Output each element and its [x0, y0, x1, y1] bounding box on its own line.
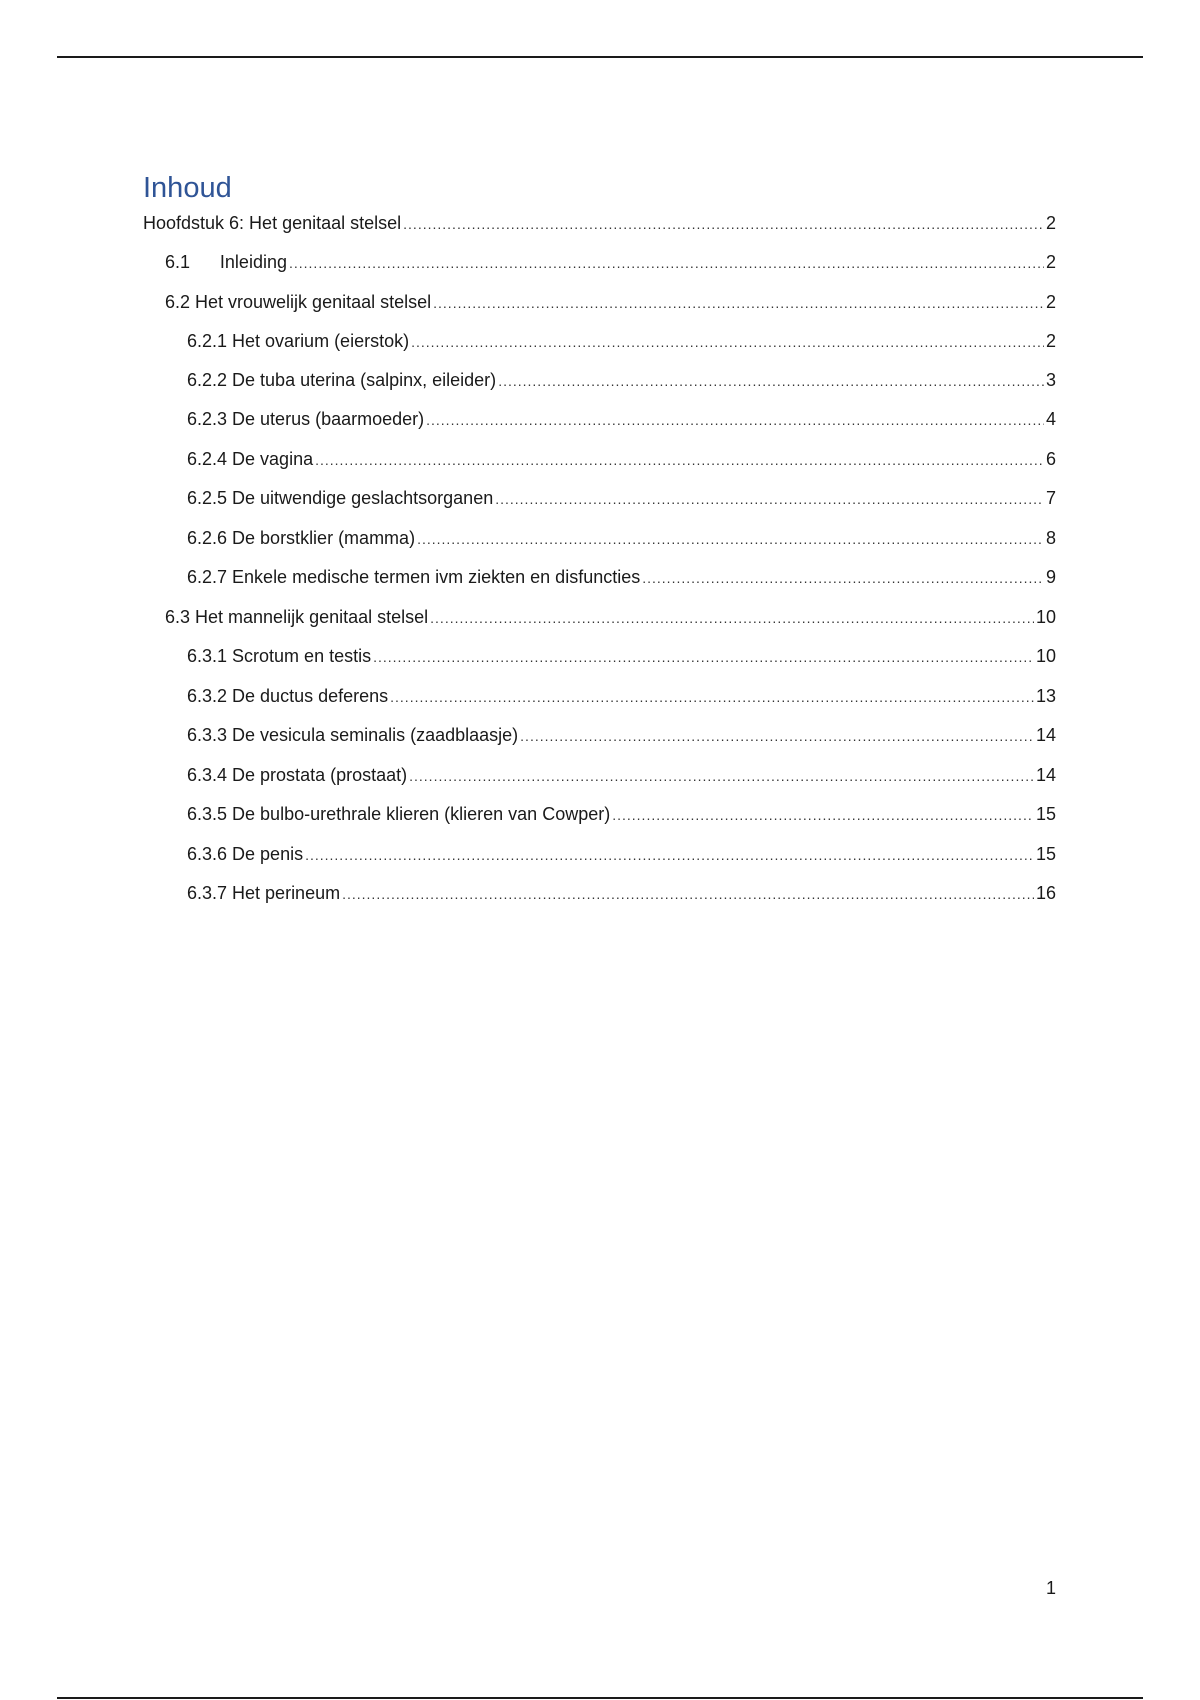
toc-entry-page: 15 [1035, 804, 1056, 824]
toc-entry[interactable] [187, 445, 1056, 473]
toc-entry-page: 2 [1045, 331, 1056, 351]
toc-entry-title: 6.2.3 De uterus (baarmoeder) [187, 409, 425, 429]
toc-entry-title: 6.3.3 De vesicula seminalis (zaadblaasje) [187, 725, 519, 745]
toc-entry-title: 6.2 Het vrouwelijk genitaal stelsel [165, 292, 432, 312]
toc-entry-page: 15 [1035, 844, 1056, 864]
toc-entry[interactable] [187, 524, 1056, 552]
toc-entry[interactable] [187, 840, 1056, 868]
toc-entry[interactable] [187, 879, 1056, 907]
toc-entry[interactable] [187, 721, 1056, 749]
toc-dot-leader [498, 367, 1044, 395]
toc-entry[interactable] [187, 761, 1056, 789]
toc-entry[interactable] [187, 366, 1056, 394]
toc-entry[interactable] [187, 484, 1056, 512]
toc-entry-title: 6.3.5 De bulbo-urethrale klieren (klieren van Cowper) [187, 804, 611, 824]
toc-entry-title: 6.3.2 De ductus deferens [187, 686, 389, 706]
toc-entry-page: 10 [1035, 646, 1056, 666]
toc-entry-page: 6 [1045, 449, 1056, 469]
toc-dot-leader [411, 328, 1044, 356]
toc-heading: Inhoud [143, 172, 232, 204]
toc-entry[interactable] [187, 642, 1056, 670]
toc-dot-leader [612, 801, 1034, 829]
toc-entry-title: 6.3 Het mannelijk genitaal stelsel [165, 607, 429, 627]
toc-entry-title: Hoofdstuk 6: Het genitaal stelsel [143, 213, 402, 233]
toc-dot-leader [289, 249, 1044, 277]
toc-dot-leader [520, 722, 1034, 750]
toc-entry-page: 16 [1035, 883, 1056, 903]
toc-dot-leader [409, 762, 1034, 790]
toc-entry-page: 14 [1035, 725, 1056, 745]
toc-entry[interactable] [187, 405, 1056, 433]
toc-entry-page: 10 [1035, 607, 1056, 627]
toc-entry-page: 2 [1045, 292, 1056, 312]
toc-entry-page: 8 [1045, 528, 1056, 548]
toc-entry-title: 6.2.1 Het ovarium (eierstok) [187, 331, 410, 351]
toc-entry[interactable] [165, 603, 1056, 631]
footer-rule [57, 1697, 1143, 1699]
toc-entry-number: 6.1 [165, 252, 191, 272]
toc-entry[interactable] [165, 248, 1056, 276]
toc-entry[interactable] [187, 682, 1056, 710]
toc-dot-leader [642, 564, 1044, 592]
toc-entry-title: 6.2.5 De uitwendige geslachtsorganen [187, 488, 494, 508]
toc-dot-leader [390, 683, 1034, 711]
toc-entry-page: 14 [1035, 765, 1056, 785]
toc-entry-page: 7 [1045, 488, 1056, 508]
toc-entry-page: 4 [1045, 409, 1056, 429]
toc-dot-leader [426, 406, 1044, 434]
toc-entry-title: 6.2.4 De vagina [187, 449, 314, 469]
toc-entry-page: 13 [1035, 686, 1056, 706]
toc-dot-leader [417, 525, 1044, 553]
toc-entry[interactable] [187, 563, 1056, 591]
toc-entry-title: 6.3.1 Scrotum en testis [187, 646, 372, 666]
toc-entry-title: Inleiding [219, 252, 287, 272]
page-number: 1 [1045, 1578, 1056, 1598]
toc-dot-leader [373, 643, 1034, 671]
toc-dot-leader [403, 210, 1044, 238]
toc-entry-page: 2 [1045, 252, 1056, 272]
toc-entry-title: 6.2.7 Enkele medische termen ivm ziekten en disfuncties [187, 567, 641, 587]
toc-entry-page: 3 [1045, 370, 1056, 390]
toc-entry-page: 9 [1045, 567, 1056, 587]
toc-entry[interactable] [165, 288, 1056, 316]
toc-entry-title: 6.3.4 De prostata (prostaat) [187, 765, 408, 785]
toc-dot-leader [342, 880, 1034, 908]
toc-entry[interactable] [187, 327, 1056, 355]
toc-dot-leader [305, 841, 1034, 869]
toc-entry-title: 6.3.6 De penis [187, 844, 304, 864]
toc-entry-title: 6.2.6 De borstklier (mamma) [187, 528, 416, 548]
toc-entry-page: 2 [1045, 213, 1056, 233]
toc-entry-title: 6.2.2 De tuba uterina (salpinx, eileider) [187, 370, 497, 390]
toc-dot-leader [315, 446, 1044, 474]
toc-dot-leader [495, 485, 1044, 513]
toc-entry[interactable] [143, 209, 1056, 237]
toc-entry[interactable] [187, 800, 1056, 828]
toc-dot-leader [433, 289, 1044, 317]
toc-dot-leader [430, 604, 1034, 632]
toc-entry-title: 6.3.7 Het perineum [187, 883, 341, 903]
